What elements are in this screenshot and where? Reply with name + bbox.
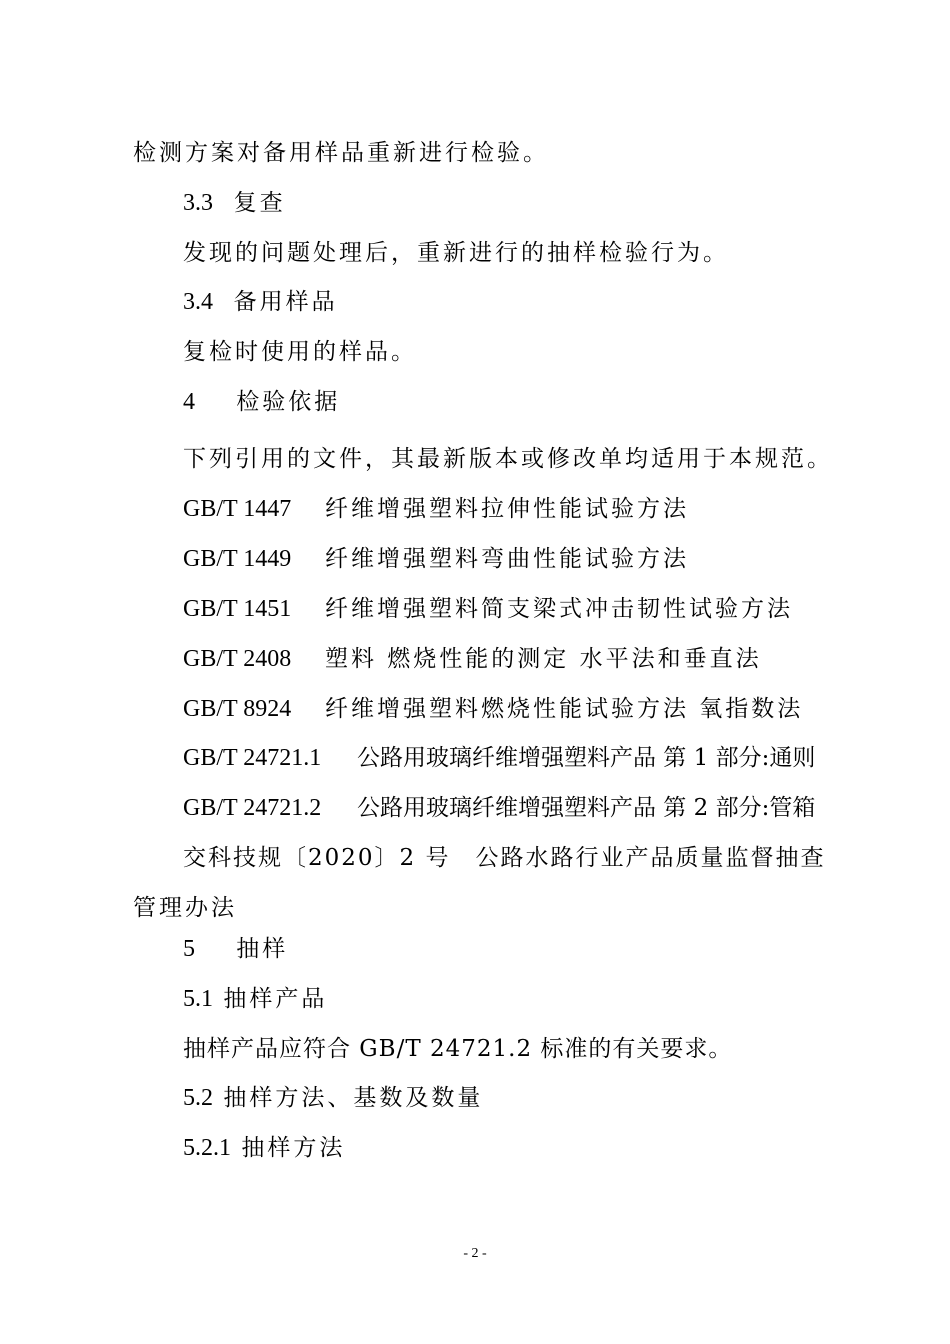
reference-code: GB/T 2408 bbox=[183, 646, 292, 672]
reference-title: 塑料 燃烧性能的测定 水平法和垂直法 bbox=[325, 646, 762, 672]
section-heading-5-1 bbox=[183, 984, 327, 1014]
paragraph-line: 抽样产品应符合 GB/T 24721.2 标准的有关要求。 bbox=[183, 1036, 733, 1062]
section-title: 抽样产品 bbox=[223, 986, 328, 1012]
section-number: 3.4 bbox=[183, 289, 213, 315]
section-heading-4 bbox=[183, 387, 340, 417]
paragraph-line: 管理办法 bbox=[133, 895, 237, 921]
section-number: 5.2.1 bbox=[183, 1135, 231, 1161]
reference-title: 纤维增强塑料简支梁式冲击韧性试验方法 bbox=[325, 596, 793, 622]
section-heading-5-2-1 bbox=[183, 1133, 345, 1163]
reference-item bbox=[183, 494, 689, 524]
section-heading-3-3 bbox=[183, 188, 286, 218]
reference-code: GB/T 1449 bbox=[183, 546, 292, 572]
reference-code: GB/T 24721.2 bbox=[183, 795, 322, 821]
section-title: 抽样方法、基数及数量 bbox=[223, 1085, 484, 1111]
section-number: 5.2 bbox=[183, 1085, 213, 1111]
section-title: 检验依据 bbox=[236, 389, 341, 415]
reference-code: GB/T 24721.1 bbox=[183, 745, 322, 771]
reference-title: 纤维增强塑料燃烧性能试验方法 氧指数法 bbox=[325, 696, 804, 722]
reference-code: GB/T 8924 bbox=[183, 696, 292, 722]
reference-item bbox=[183, 743, 815, 773]
section-title: 复查 bbox=[233, 190, 286, 216]
reference-item bbox=[183, 694, 803, 724]
reference-title: 纤维增强塑料弯曲性能试验方法 bbox=[325, 546, 689, 572]
section-number: 5.1 bbox=[183, 986, 213, 1012]
paragraph-line: 交科技规〔2020〕2 号 公路水路行业产品质量监督抽查 bbox=[183, 845, 826, 871]
paragraph-line: 下列引用的文件，其最新版本或修改单均适用于本规范。 bbox=[183, 446, 833, 472]
reference-title: 纤维增强塑料拉伸性能试验方法 bbox=[325, 496, 689, 522]
reference-item bbox=[183, 544, 689, 574]
section-title: 抽样 bbox=[236, 936, 289, 962]
section-number: 5 bbox=[183, 936, 195, 962]
reference-item bbox=[183, 793, 815, 823]
paragraph-line: 检测方案对备用样品重新进行检验。 bbox=[133, 140, 549, 166]
paragraph-line: 发现的问题处理后，重新进行的抽样检验行为。 bbox=[183, 240, 729, 266]
reference-title: 公路用玻璃纤维增强塑料产品 第 1 部分:通则 bbox=[357, 745, 816, 771]
section-heading-5 bbox=[183, 934, 288, 964]
section-title: 备用样品 bbox=[233, 289, 338, 315]
reference-item bbox=[183, 644, 762, 674]
section-number: 4 bbox=[183, 389, 195, 415]
reference-code: GB/T 1451 bbox=[183, 596, 292, 622]
section-number: 3.3 bbox=[183, 190, 213, 216]
reference-title: 公路用玻璃纤维增强塑料产品 第 2 部分:管箱 bbox=[357, 795, 816, 821]
section-heading-5-2 bbox=[183, 1083, 483, 1113]
reference-code: GB/T 1447 bbox=[183, 496, 292, 522]
paragraph-line: 复检时使用的样品。 bbox=[183, 339, 417, 365]
reference-item bbox=[183, 594, 793, 624]
section-title: 抽样方法 bbox=[241, 1135, 346, 1161]
page-number: - 2 - bbox=[463, 1246, 487, 1261]
section-heading-3-4 bbox=[183, 287, 338, 317]
